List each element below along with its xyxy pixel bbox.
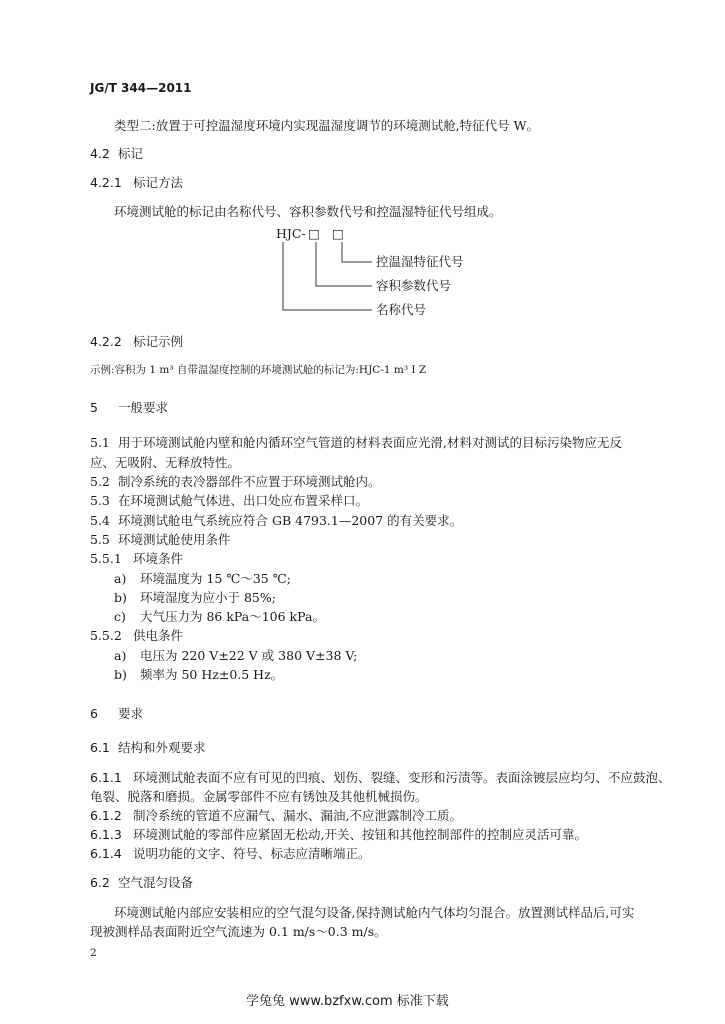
clause-text: 环境测试舱电气系统应符合 GB 4793.1—2007 的有关要求。 (118, 513, 463, 528)
list-text: 电压为 220 V±22 V 或 380 V±38 V; (140, 648, 358, 663)
paragraph-line2: 现被测样品表面附近空气流速为 0.1 m/s～0.3 m/s。 (90, 924, 387, 939)
clause-number: 5.5 (90, 532, 110, 547)
clause-text-line1: 用于环境测试舱内壁和舱内循环空气管道的材料表面应光滑,材料对测试的目标污染物应无反 (118, 435, 622, 450)
clause-number: 6.1.3 (90, 827, 122, 842)
diagram-box-volume: □ (308, 226, 320, 241)
diagram-label-name-code: 名称代号 (376, 302, 427, 317)
clause-text: 在环境测试舱气体进、出口处应布置采样口。 (118, 493, 369, 508)
list-text: 频率为 50 Hz±0.5 Hz。 (140, 667, 284, 682)
section-title: 要求 (118, 706, 144, 721)
section-number: 4.2 (90, 146, 110, 161)
page-number: 2 (90, 947, 97, 959)
clause-number: 5.4 (90, 513, 110, 528)
section-title: 空气混匀设备 (118, 875, 194, 890)
diagram-leader-lines (0, 0, 725, 340)
list-marker: b) (114, 667, 127, 682)
section-number: 6.2 (90, 875, 110, 890)
clause-text-line2: 龟裂、脱落和磨损。金属零部件不应有锈蚀及其他机械损伤。 (90, 789, 428, 804)
clause-number: 5.1 (90, 435, 110, 450)
paragraph-line1: 环境测试舱内部应安装相应的空气混匀设备,保持测试舱内气体均匀混合。放置测试样品后,可实 (114, 905, 635, 920)
list-marker: c) (114, 609, 126, 624)
clause-number: 5.5.1 (90, 551, 122, 566)
list-text: 大气压力为 86 kPa～106 kPa。 (140, 609, 325, 624)
clause-text: 制冷系统的表冷器部件不应置于环境测试舱内。 (118, 474, 381, 489)
marking-method-paragraph: 环境测试舱的标记由名称代号、容积参数代号和控温湿特征代号组成。 (114, 204, 502, 219)
clause-number: 6.1.1 (90, 770, 122, 785)
clause-text: 制冷系统的管道不应漏气、漏水、漏油,不应泄露制冷工质。 (133, 808, 462, 823)
list-marker: b) (114, 590, 127, 605)
marking-example: 示例:容积为 1 m³ 自带温湿度控制的环境测试舱的标记为:HJC-1 m³ I Z (90, 364, 427, 376)
clause-text-line1: 环境测试舱表面不应有可见的凹痕、划伤、裂缝、变形和污渍等。表面涂镀层应均匀、不应鼓泡、 (133, 770, 671, 785)
section-title: 结构和外观要求 (118, 740, 206, 755)
section-number: 4.2.2 (90, 334, 122, 349)
clause-number: 5.5.2 (90, 628, 122, 643)
list-marker: a) (114, 571, 127, 586)
list-text: 环境湿度为应小于 85%; (140, 590, 276, 605)
type2-paragraph: 类型二:放置于可控温湿度环境内实现温湿度调节的环境测试舱,特征代号 W。 (114, 118, 540, 133)
section-number: 4.2.1 (90, 175, 122, 190)
clause-number: 5.2 (90, 474, 110, 489)
clause-text: 说明功能的文字、符号、标志应清晰端正。 (133, 846, 371, 861)
diagram-label-volume-code: 容积参数代号 (376, 278, 452, 293)
list-marker: a) (114, 648, 127, 663)
diagram-prefix: HJC- (276, 226, 306, 241)
section-title: 标记方法 (133, 175, 184, 190)
section-title: 一般要求 (118, 400, 169, 415)
diagram-box-climate: □ (332, 226, 344, 241)
section-number: 6 (90, 706, 98, 721)
section-number: 6.1 (90, 740, 110, 755)
section-number: 5 (90, 400, 98, 415)
document-code: JG/T 344—2011 (90, 81, 192, 95)
clause-number: 6.1.2 (90, 808, 122, 823)
clause-title: 供电条件 (133, 628, 184, 643)
section-title: 标记 (118, 146, 144, 161)
clause-number: 6.1.4 (90, 846, 122, 861)
clause-text: 环境测试舱使用条件 (118, 532, 231, 547)
clause-number: 5.3 (90, 493, 110, 508)
clause-text: 环境测试舱的零部件应紧固无松动,开关、按钮和其他控制部件的控制应灵活可靠。 (133, 827, 587, 842)
list-text: 环境温度为 15 ℃～35 ℃; (140, 571, 291, 586)
diagram-label-climate-code: 控温湿特征代号 (376, 254, 464, 269)
section-title: 标记示例 (133, 334, 184, 349)
clause-text-line2: 应、无吸附、无释放特性。 (90, 455, 241, 470)
footer-watermark: 学兔兔 www.bzfxw.com 标准下载 (246, 994, 449, 1009)
clause-title: 环境条件 (133, 551, 184, 566)
